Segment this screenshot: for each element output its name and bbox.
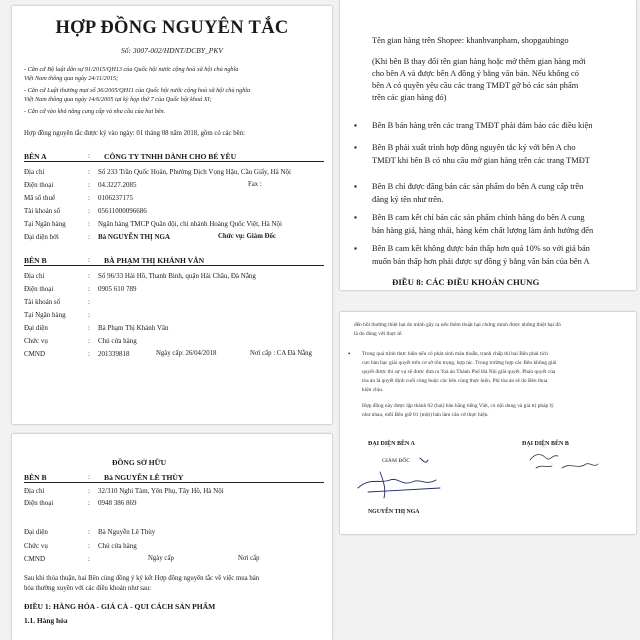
text-line: tòa án là quyết định cuối cùng buộc các bên cùng thực hiện. Phí tòa án sẽ do Bên thua bbox=[362, 378, 548, 384]
party-b-address: Số 96/33 Hải Hồ, Thanh Bình, quận Hải Châu, Đà Nẵng bbox=[98, 272, 256, 280]
representative-b-label: ĐẠI DIỆN BÊN B bbox=[522, 441, 569, 447]
text-line: cho bên A và được bên A đồng ý bằng văn bản. Nếu không có bbox=[372, 69, 579, 78]
party-b-label: BÊN B bbox=[24, 473, 47, 482]
party-b-phone: 0905 610 789 bbox=[98, 285, 137, 293]
colon: : bbox=[88, 337, 90, 345]
text-line: như nhau, mỗi Bên giữ 01 (một) bản làm căn cứ thực hiện. bbox=[362, 412, 489, 418]
field-label: Điện thoại bbox=[24, 181, 54, 189]
co-owner-issue-place: Nơi cấp bbox=[238, 555, 260, 562]
party-a-label: BÊN A bbox=[24, 152, 47, 161]
text-line: Sau khi thỏa thuận, hai Bên cùng đồng ý ký kết Hợp đồng nguyên tắc về việc mua bán bbox=[24, 575, 260, 582]
text-line: (Khi bên B thay đổi tên gian hàng hoặc mở thêm gian hàng mới bbox=[372, 57, 586, 66]
field-label: Đại diện bbox=[24, 324, 48, 332]
colon: : bbox=[88, 528, 90, 536]
field-label: Tại Ngân hàng bbox=[24, 220, 66, 228]
colon: : bbox=[88, 233, 90, 241]
text-line: cực bàn bạc giải quyết trên cơ sở tôn trọng, hợp tác. Trong trường hợp các Bên không giải bbox=[362, 360, 557, 366]
party-b-signature bbox=[530, 455, 598, 469]
co-owner-issue-date: Ngày cấp bbox=[148, 555, 174, 562]
bullet-icon: ▪ bbox=[354, 182, 357, 191]
text-line: là do đúng với thực tế. bbox=[354, 331, 403, 337]
party-a-account: 05611000096686 bbox=[98, 207, 147, 215]
legal-basis-line: - Căn cứ vào khả năng cung cấp và nhu cầu của hai bên. bbox=[24, 108, 166, 115]
section-1-1-heading: 1.1. Hàng hóa bbox=[24, 616, 68, 625]
text-line: Bên B chỉ được đăng bán các sản phẩm do bên A cung cấp trên bbox=[372, 182, 584, 191]
fax-label: Fax : bbox=[248, 181, 262, 188]
legal-basis-line: Việt Nam thông qua ngày 24/11/2015; bbox=[24, 75, 119, 82]
co-owner-heading: ĐỒNG SỞ HỮU bbox=[112, 458, 167, 467]
article-1-heading: ĐIỀU 1: HÀNG HÓA - GIÁ CẢ - QUI CÁCH SẢN PHẨM bbox=[24, 602, 216, 611]
colon: : bbox=[88, 324, 90, 332]
text-line: quyết được thì sự vụ sẽ được đưa ra Toà án Thành Phố Hà Nội giải quyết. Phán quyết của bbox=[362, 369, 556, 375]
legal-basis-line: - Căn cứ Bộ luật dân sự 91/2015/QH13 của Quốc hội nước cộng hoà xã hội chủ nghĩa bbox=[24, 66, 239, 73]
contract-number: Số: 3007-002/HDNT/DCBY_PKV bbox=[121, 46, 223, 55]
party-a-signature bbox=[358, 458, 440, 498]
colon: : bbox=[88, 499, 90, 507]
field-label: Tài khoản số bbox=[24, 207, 61, 215]
text-line: trên các gian hàng đó) bbox=[372, 93, 447, 102]
bullet-icon: ▪ bbox=[354, 143, 357, 152]
party-b-position: Chủ cửa hàng bbox=[98, 337, 137, 345]
field-label: Địa chỉ bbox=[24, 487, 45, 495]
co-owner-address: 32/310 Nghi Tàm, Yên Phụ, Tây Hồ, Hà Nội bbox=[98, 487, 224, 495]
party-a-position: Chức vụ: Giám Đốc bbox=[218, 233, 276, 240]
colon: : bbox=[88, 285, 90, 293]
field-label: Chức vụ bbox=[24, 337, 48, 345]
colon: : bbox=[88, 487, 90, 495]
text-line: hóa thường xuyên với các điều khoản như sau: bbox=[24, 585, 152, 592]
text-line: muốn bán thấp hơn phải được sự đồng ý bằng văn bản của bên A bbox=[372, 257, 590, 266]
colon: : bbox=[88, 220, 90, 228]
party-b-issue-place: Nơi cấp : CA Đà Nẵng bbox=[250, 350, 312, 357]
colon: : bbox=[88, 168, 90, 176]
colon: : bbox=[88, 272, 90, 280]
bullet-icon: • bbox=[348, 350, 351, 358]
colon: : bbox=[88, 350, 90, 358]
bullet-icon: ▪ bbox=[354, 121, 357, 130]
contract-page-3 bbox=[340, 312, 636, 534]
field-label: Đại diện bởi bbox=[24, 233, 59, 241]
party-a-bank: Ngân hàng TMCP Quân đội, chi nhánh Hoàng Quốc Việt, Hà Nội bbox=[98, 220, 282, 228]
bullet-icon: ▪ bbox=[354, 213, 357, 222]
signer-a-name: NGUYỄN THỊ NGA bbox=[368, 509, 420, 515]
contract-page-2 bbox=[340, 0, 636, 290]
field-label: Đại diện bbox=[24, 528, 48, 536]
legal-basis-line: Việt Nam thông qua ngày 14/6/2005 tại kỳ họp thứ 7 của Quốc hội khoá XI; bbox=[24, 96, 212, 103]
colon: : bbox=[88, 473, 90, 481]
bullet-icon: ▪ bbox=[354, 244, 357, 253]
colon: : bbox=[88, 256, 90, 264]
text-line: Hợp đồng này được lập thành 02 (hai) bản bằng tiếng Việt, có nội dung và giá trị pháp lý bbox=[362, 403, 554, 409]
contract-page-1 bbox=[12, 6, 332, 424]
divider bbox=[24, 161, 324, 162]
text-line: bên A có quyền yêu cầu các trang TMĐT gỡ bỏ các sản phẩm bbox=[372, 81, 579, 90]
text-line: Bên B cam kết chỉ bán các sản phẩm chính hãng do bên A cung bbox=[372, 213, 585, 222]
party-a-tax-code: 0106237175 bbox=[98, 194, 133, 202]
contract-title: HỢP ĐỒNG NGUYÊN TẮC bbox=[55, 18, 289, 38]
text-line: Bên B cam kết không được bán thấp hơn quá 10% so với giá bán bbox=[372, 244, 590, 253]
colon: : bbox=[88, 555, 90, 563]
legal-basis-line: - Căn cứ Luật thương mại số 36/2005/QH11 của Quốc hội nước cộng hoà xã hội chủ nghĩa bbox=[24, 87, 251, 94]
text-line: bán hàng giả, hàng nhái, hàng kém chất lượng làm ảnh hưởng đến bbox=[372, 226, 594, 235]
co-owner-representative: Bà Nguyễn Lê Thùy bbox=[98, 528, 156, 536]
colon: : bbox=[88, 181, 90, 189]
party-b-issue-date: Ngày cấp: 26/04/2018 bbox=[156, 350, 217, 357]
co-owner-phone: 0948 386 869 bbox=[98, 499, 137, 507]
contract-intro: Hợp đồng nguyên tắc được ký vào ngày: 01 tháng 08 năm 2018, gồm có các bên: bbox=[24, 130, 245, 137]
colon: : bbox=[88, 311, 90, 319]
field-label: CMND bbox=[24, 350, 46, 358]
field-label: Mã số thuế bbox=[24, 194, 56, 202]
signatures bbox=[340, 312, 636, 534]
representative-a-label: ĐẠI DIỆN BÊN A bbox=[368, 441, 415, 447]
party-a-phone: 04.3227.2085 bbox=[98, 181, 137, 189]
contract-page-4 bbox=[12, 434, 332, 640]
field-label: Chức vụ bbox=[24, 542, 48, 550]
party-a-name: CÔNG TY TNHH DÀNH CHO BÉ YÊU bbox=[104, 152, 237, 161]
colon: : bbox=[88, 152, 90, 160]
field-label: Điện thoại bbox=[24, 285, 54, 293]
colon: : bbox=[88, 207, 90, 215]
party-b-representative: Bà Phạm Thị Khánh Vân bbox=[98, 324, 169, 332]
field-label: Địa chỉ bbox=[24, 272, 45, 280]
colon: : bbox=[88, 542, 90, 550]
divider bbox=[24, 265, 324, 266]
text-line: đến bồi thường thiệt hại do mình gây ra nếu thêm thuật hại chứng minh được những thiệt hại đó bbox=[354, 322, 561, 328]
text-line: Trong quá trình thực hiện nếu có phát sinh mâu thuẫn, tranh chấp thì hai Bên phải tích bbox=[362, 351, 548, 357]
party-b-name: Bà NGUYỄN LÊ THÙY bbox=[104, 473, 184, 482]
party-b-id-number: 201339818 bbox=[98, 350, 130, 358]
party-a-address: Số 233 Trần Quốc Hoàn, Phường Dịch Vọng Hậu, Cầu Giấy, Hà Nội bbox=[98, 168, 291, 176]
field-label: Điện thoại bbox=[24, 499, 54, 507]
party-b-name: BÀ PHẠM THỊ KHÁNH VÂN bbox=[104, 256, 205, 265]
field-label: Địa chỉ bbox=[24, 168, 45, 176]
text-line: Bên B phải xuất trình hợp đồng nguyên tắc ký với bên A cho bbox=[372, 143, 576, 152]
divider bbox=[24, 482, 324, 483]
field-label: Tài khoản số bbox=[24, 298, 61, 306]
party-b-label: BÊN B bbox=[24, 256, 47, 265]
field-label: CMND bbox=[24, 555, 46, 563]
text-line: đăng ký tên như trên. bbox=[372, 195, 444, 204]
director-label: GIÁM ĐỐC bbox=[382, 458, 411, 464]
field-label: Tại Ngân hàng bbox=[24, 311, 66, 319]
colon: : bbox=[88, 298, 90, 306]
article-8-heading: ĐIỀU 8: CÁC ĐIỀU KHOẢN CHUNG bbox=[392, 277, 540, 287]
colon: : bbox=[88, 194, 90, 202]
text-line: Bên B bán hàng trên các trang TMĐT phải đảm bảo các điều kiện bbox=[372, 121, 593, 130]
text-line: kiện chịu. bbox=[362, 387, 384, 393]
text-line: Tên gian hàng trên Shopee: khanhvanpham, shopgaubingo bbox=[372, 36, 569, 45]
party-a-representative: Bà NGUYỄN THỊ NGA bbox=[98, 233, 171, 241]
co-owner-position: Chủ cửa hàng bbox=[98, 542, 137, 550]
text-line: TMĐT khi bên B có nhu cầu mở gian hàng trên các trang TMĐT bbox=[372, 156, 590, 165]
